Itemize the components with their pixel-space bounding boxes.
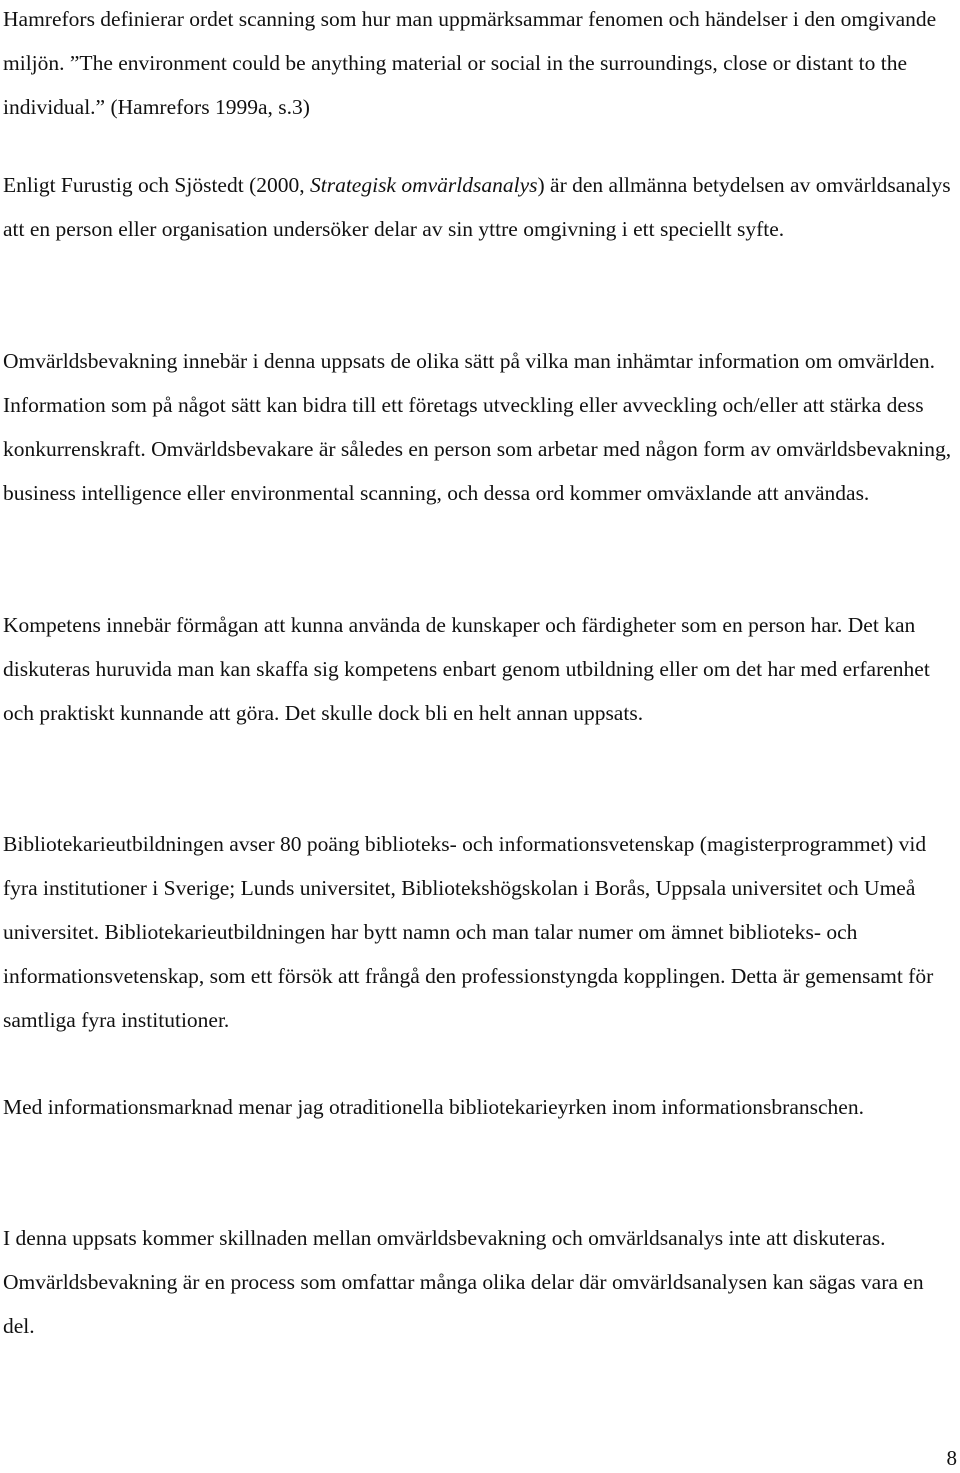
paragraph-scanning-definition: Hamrefors definierar ordet scanning som hur man uppmärksammar fenomen och händelser i den omgivande miljön. ”The environment could be anything material or social in the surroundings, close or distant to the individual.” (Hamrefors 1999a, s.3)	[3, 7, 937, 119]
paragraph-informationsmarknad: Med informationsmarknad menar jag otraditionella bibliotekarieyrken inom informationsbranschen.	[3, 1095, 864, 1119]
paragraph-omvarldsanalys-definition	[3, 163, 953, 251]
paragraph-kompetens-definition: Kompetens innebär förmågan att kunna använda de kunskaper och färdigheter som en person har. Det kan diskuteras huruvida man kan skaffa sig kompetens enbart genom utbildning eller om det har med erfarenhet och praktiskt kunnande att göra. Det skulle dock bli en helt annan uppsats.	[3, 613, 930, 725]
paragraph-omvarldsbevakning-definition: Omvärldsbevakning innebär i denna uppsats de olika sätt på vilka man inhämtar information om omvärlden. Information som på något sätt kan bidra till ett företags utveckling eller avveckling och/eller att stärka dess konkurrenskraft. Omvärldsbevakare är således en person som arbetar med någon form av omvärldsbevakning, business intelligence eller environmental scanning, och dessa ord kommer omväxlande att användas.	[3, 349, 952, 505]
paragraph-text: Enligt Furustig och Sjöstedt (2000,	[3, 173, 310, 197]
book-title: Strategisk omvärldsanalys	[309, 173, 538, 197]
page-number: 8	[946, 1446, 957, 1470]
paragraph-text: ) är den allmänna betydelsen av omvärldsanalys att en person eller organisation undersöker delar av sin yttre omgivning i ett speciellt syfte.	[3, 173, 951, 241]
paragraph-scope-note: I denna uppsats kommer skillnaden mellan omvärldsbevakning och omvärldsanalys inte att diskuteras. Omvärldsbevakning är en process som omfattar många olika delar där omvärldsanalysen kan sägas vara en del.	[3, 1226, 924, 1338]
paragraph-bibliotekarieutbildningen: Bibliotekarieutbildningen avser 80 poäng biblioteks- och informationsvetenskap (magisterprogrammet) vid fyra institutioner i Sverige; Lunds universitet, Bibliotekshögskolan i Borås, Uppsala universitet och Umeå universitet. Bibliotekarieutbildningen har bytt namn och man talar numer om ämnet biblioteks- och informationsvetenskap, som ett försök att frångå den professionstyngda kopplingen. Detta är gemensamt för samtliga fyra institutioner.	[3, 832, 934, 1032]
